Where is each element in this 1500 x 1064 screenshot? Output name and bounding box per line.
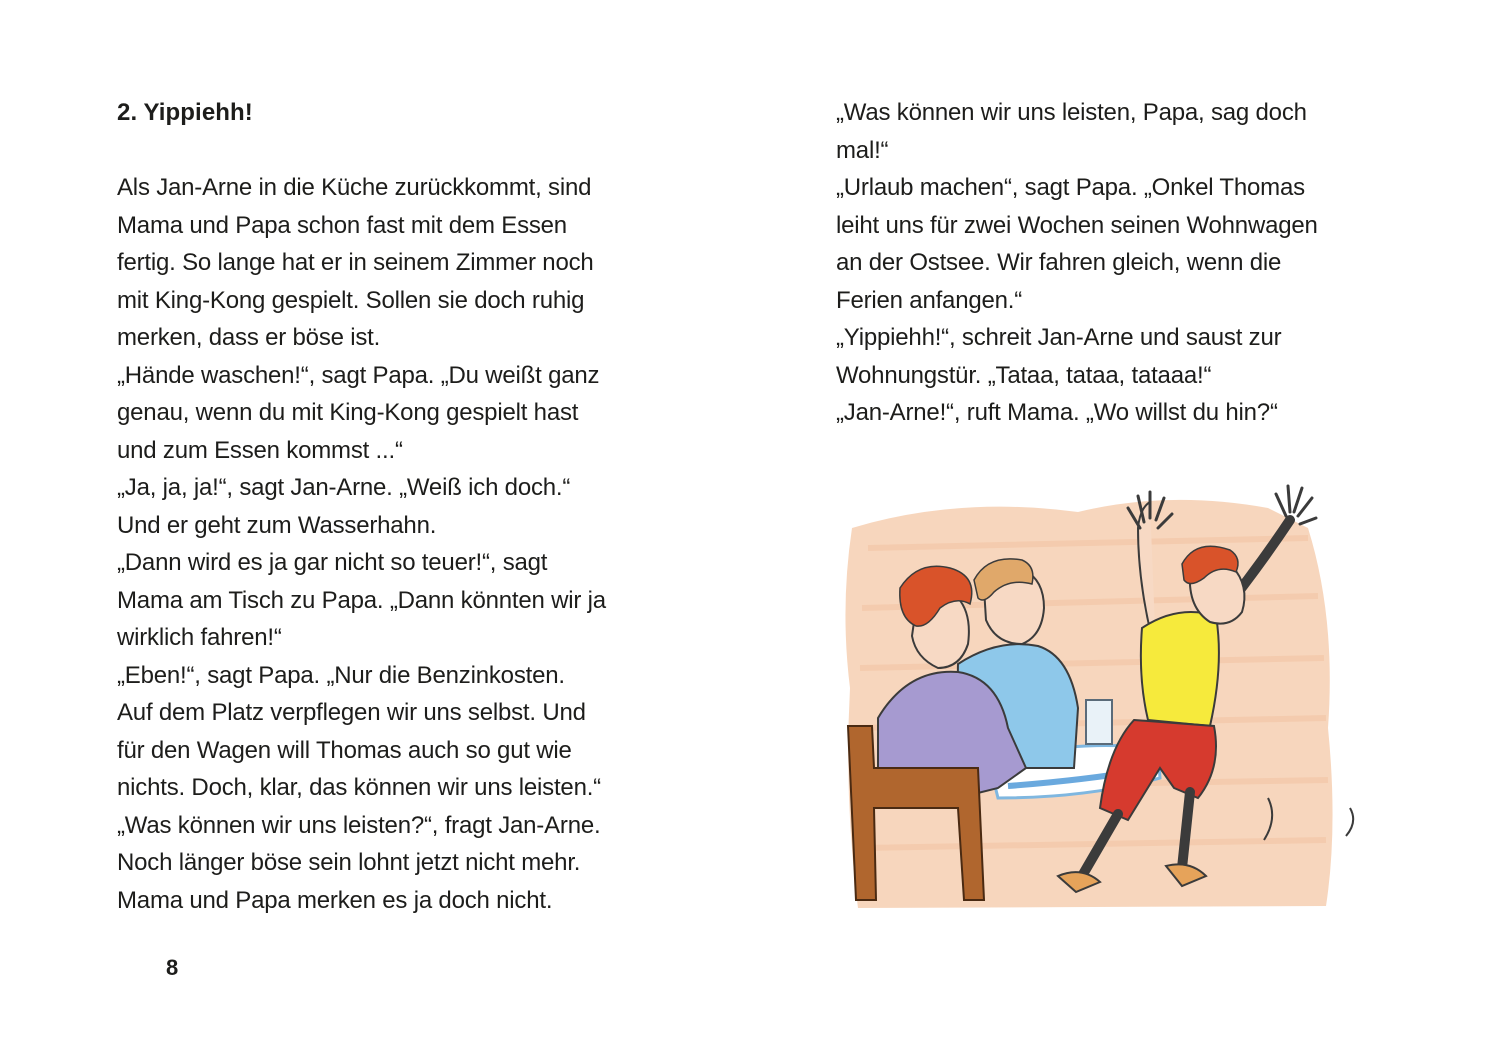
text-line: wirklich fahren!“ <box>117 624 282 651</box>
text-line: „Yippiehh!“, schreit Jan-Arne und saust zur <box>836 324 1282 351</box>
illustration-family-scene <box>838 468 1378 918</box>
text-line: „Was können wir uns leisten?“, fragt Jan-Arne. <box>117 811 601 839</box>
text-line: Mama und Papa merken es ja doch nicht. <box>117 886 553 914</box>
text-line: leiht uns für zwei Wochen seinen Wohnwagen <box>836 211 1318 239</box>
text-line: fertig. So lange hat er in seinem Zimmer noch <box>117 249 594 276</box>
chapter-title: 2. Yippiehh! <box>117 99 253 126</box>
text-line: „Eben!“, sagt Papa. „Nur die Benzinkosten. <box>117 661 565 689</box>
text-line: Und er geht zum Wasserhahn. <box>117 511 437 539</box>
page-number: 8 <box>166 955 179 980</box>
text-line: „Hände waschen!“, sagt Papa. „Du weißt ganz <box>117 361 600 389</box>
text-line: Mama und Papa schon fast mit dem Essen <box>117 211 567 239</box>
text-line: Auf dem Platz verpflegen wir uns selbst. Und <box>117 699 586 726</box>
text-line: merken, dass er böse ist. <box>117 324 381 351</box>
text-line: Noch länger böse sein lohnt jetzt nicht mehr. <box>117 849 581 876</box>
text-line: und zum Essen kommst ...“ <box>117 436 403 464</box>
text-line: „Was können wir uns leisten, Papa, sag doch <box>836 99 1307 126</box>
text-line: „Urlaub machen“, sagt Papa. „Onkel Thomas <box>836 174 1305 201</box>
text-line: an der Ostsee. Wir fahren gleich, wenn die <box>836 249 1282 276</box>
text-line: „Jan-Arne!“, ruft Mama. „Wo willst du hin?“ <box>836 399 1278 426</box>
text-line: Mama am Tisch zu Papa. „Dann könnten wir ja <box>117 586 606 614</box>
left-body-text <box>117 169 697 919</box>
text-line: genau, wenn du mit King-Kong gespielt hast <box>117 399 579 426</box>
glass <box>1086 700 1112 744</box>
text-line: Ferien anfangen.“ <box>836 286 1023 314</box>
text-line: „Ja, ja, ja!“, sagt Jan-Arne. „Weiß ich doch.“ <box>117 474 571 501</box>
text-line: Als Jan-Arne in die Küche zurückkommt, sind <box>117 174 592 201</box>
right-text-column <box>836 94 1436 432</box>
text-line: für den Wagen will Thomas auch so gut wie <box>117 736 572 764</box>
left-text-column <box>117 94 697 919</box>
boy-shirt <box>1141 612 1219 726</box>
text-line: nichts. Doch, klar, das können wir uns leisten.“ <box>117 774 601 801</box>
right-body-text <box>836 94 1436 432</box>
text-line: mit King-Kong gespielt. Sollen sie doch ruhig <box>117 286 585 314</box>
text-line: Wohnungstür. „Tataa, tataa, tataaa!“ <box>836 361 1212 389</box>
text-line: „Dann wird es ja gar nicht so teuer!“, sagt <box>117 549 548 576</box>
right-page <box>750 0 1500 1064</box>
text-line: mal!“ <box>836 136 889 164</box>
